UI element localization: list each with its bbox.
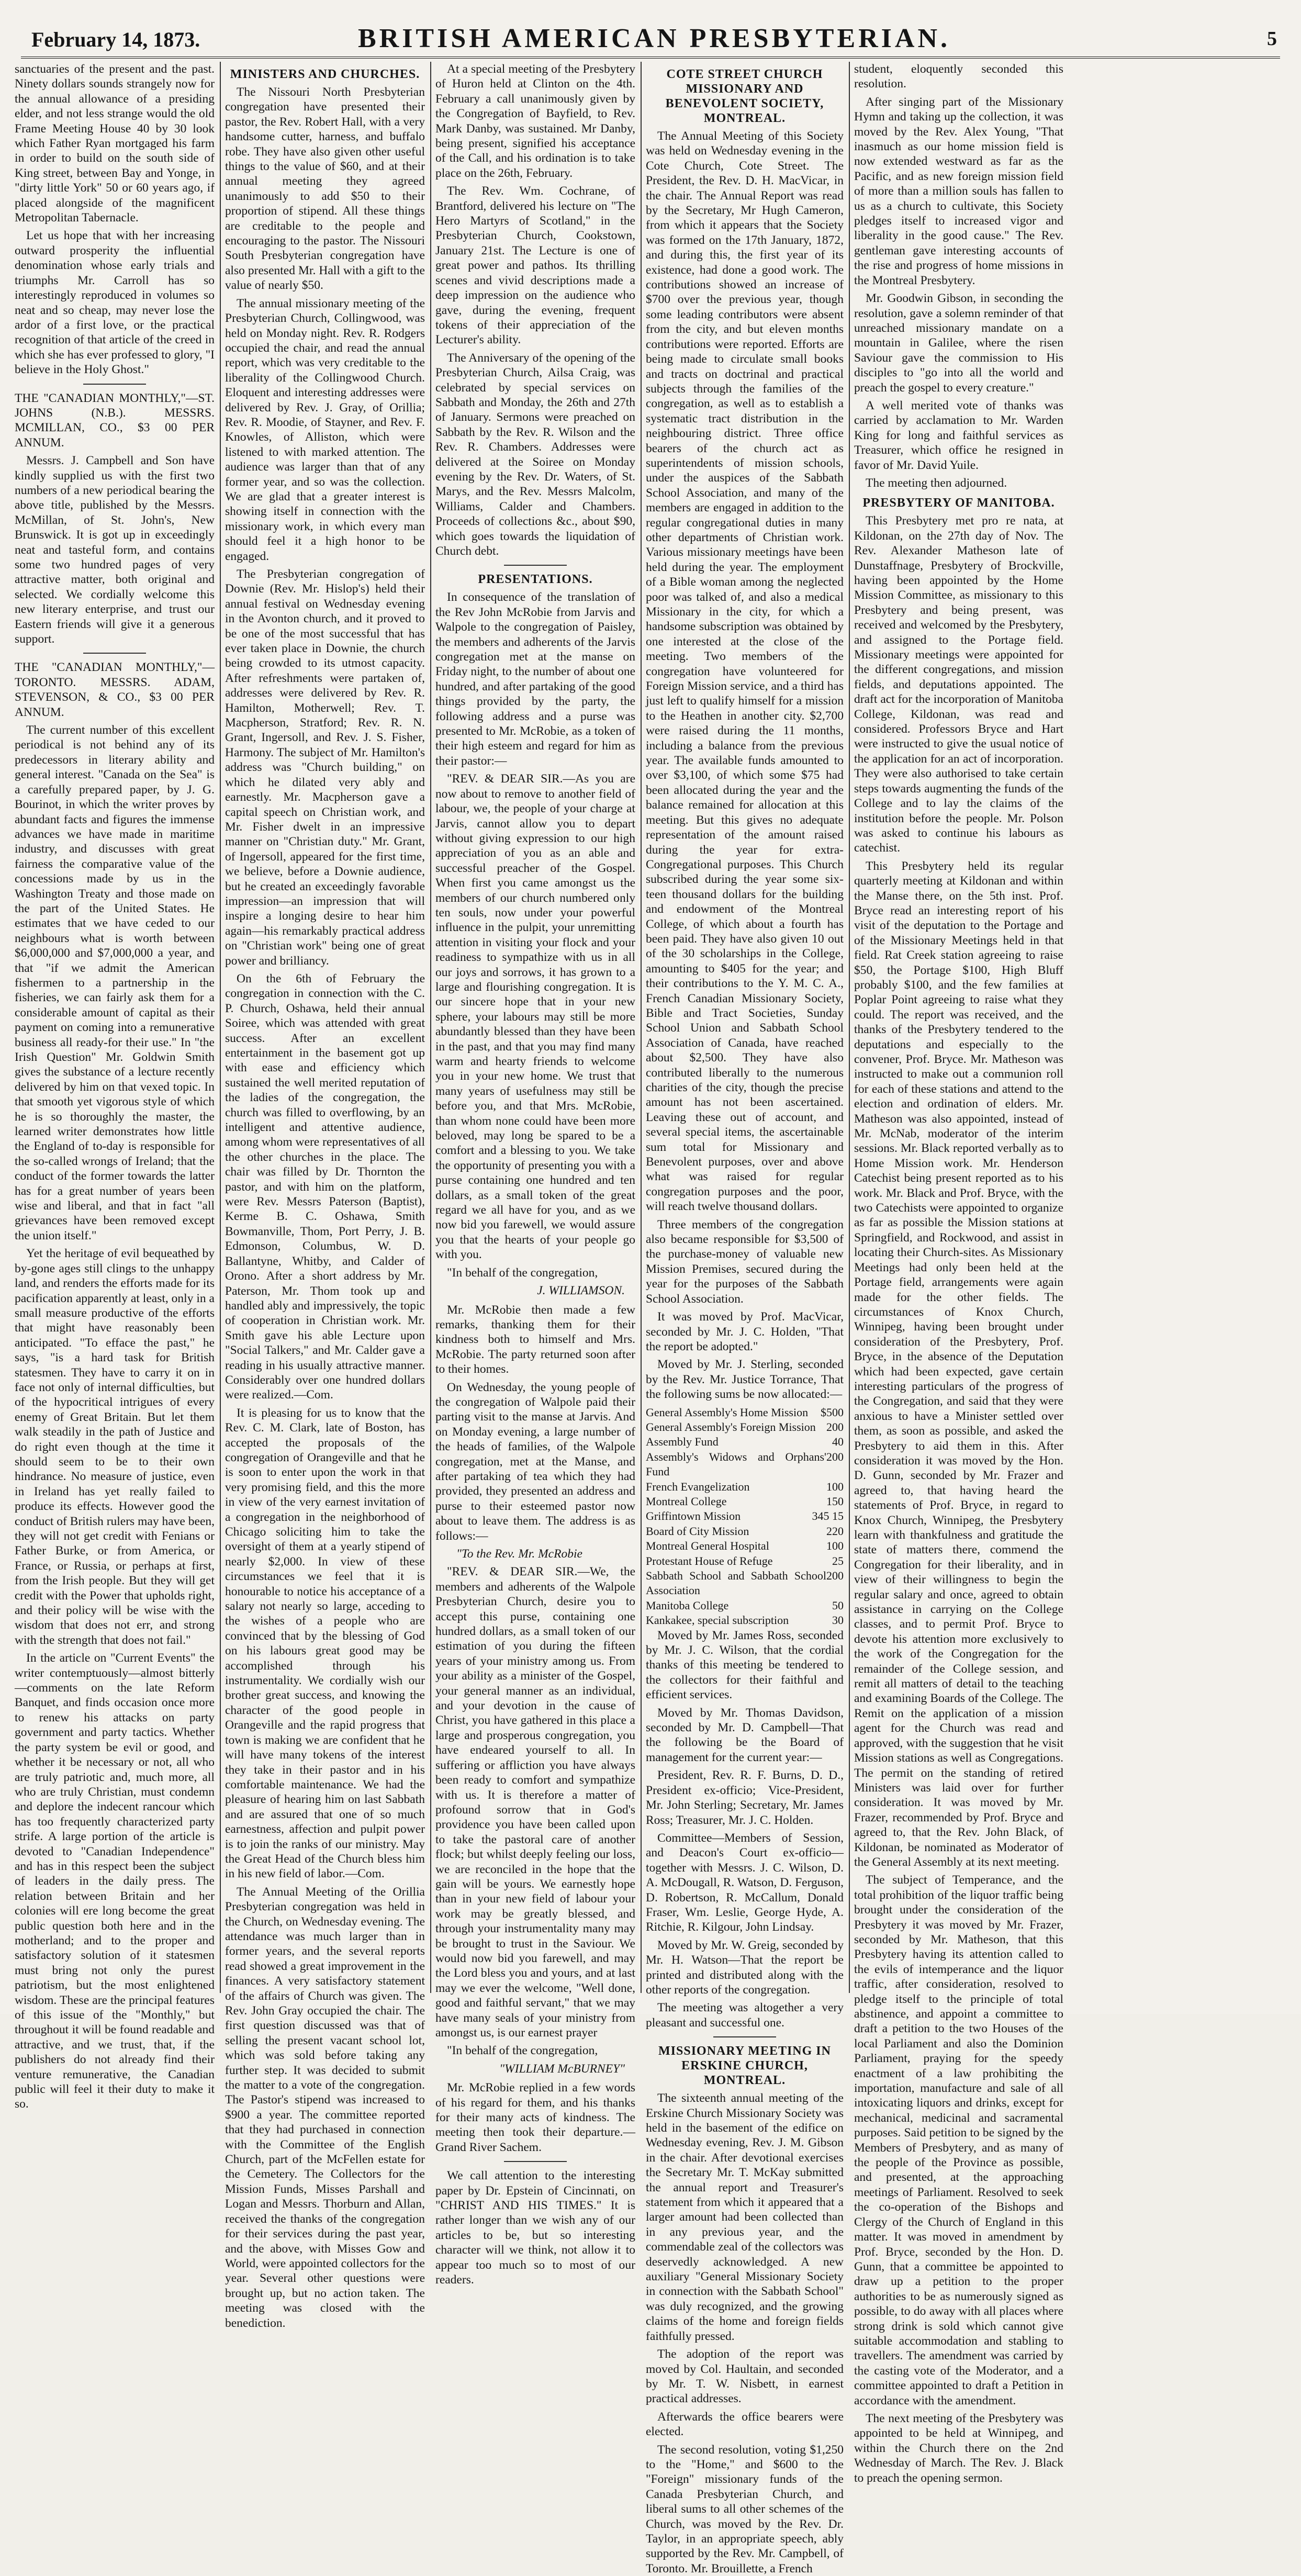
paragraph: The Presbyterian congregation of Downie (Rev. Mr. Hislop's) held their annual festival on Wednesday evening in the Avonton church, and it proved to be one of the most successful that has ever taken place in Downie, the church being crowded to its utmost capacity. After refreshments were partaken of, addresses were delivered by Rev. R. Hamilton, Motherwell; Rev. T. Macpherson, Stratford; Rev. R. N. Grant, Ingersoll, and Rev. J. S. Fisher, Harmony. The subject of Mr. Hamilton's address was "Church building," on which he dilated very ably and earnestly. Mr. Macpherson gave a capital speech on Christian work, and Mr. Fisher dwelt in an impressive manner on "Christian duty." Mr. Grant, of Ingersoll, appeared for the first time, we believe, before a Downie audience, but he created an exceedingly favorable impression—an impression that will inspire a longing desire to hear him again—his remarkably practical address on "Christian work" being one of great power and brilliancy.: [225, 567, 425, 968]
paragraph: Mr. McRobie then made a few remarks, thanking them for their kindness both to himself and Mrs. McRobie. The party returned soon after to their homes.: [435, 1303, 635, 1376]
column-5: [854, 62, 1063, 2485]
column-3: [435, 62, 635, 2287]
paragraph: The subject of Temperance, and the total prohibition of the liquor traffic being brought under the consideration of the Presbytery it was moved by Mr. Frazer, seconded by Mr. Matheson, that this Presbytery having its attention called to the evils of intemperance and the liquor traffic, after consideration, resolved to pledge itself to the principle of total abstinence, and appoint a committee to draft a petition to the two Houses of the local Parliament and also the Dominion Parliament, praying for the speedy enactment of a law prohibiting the importation, manufacture and sale of all intoxicating liquors and drinks, except for mechanical, medicinal and sacramental purposes. Said petition to be signed by the Members of Presbytery, and as many of the people of the Province as possible, and presented, at the approaching meetings of Parliament. Resolved to seek the co-operation of the Bishops and Clergy of the Church of England in this matter. It was moved in amendment by Prof. Bryce, seconded by the Hon. D. Gunn, that a committee be appointed to draw up a petition to the proper authorities to be as numerously signed as possible, to do away with all places where strong drink is sold which cannot give suitable accommodation and stabling to travellers. The amendment was carried by the casting vote of the Moderator, and a committee appointed to draft a Petition in accordance with the amendment.: [854, 1873, 1063, 2407]
paragraph: In consequence of the translation of the Rev John McRobie from Jarvis and Walpole to the congregation of Paisley, the members and adherents of the Jarvis congregation met at the manse on Friday night, to the number of about one hundred, and after partaking of the good things provided by the party, the following address and a purse was presented to Mr. McRobie, as a token of their high esteem and regard for him as their pastor:—: [435, 590, 635, 768]
newspaper-title: BRITISH AMERICAN PRESBYTERIAN.: [357, 24, 951, 53]
column-1: [15, 62, 215, 2111]
paragraph: The annual missionary meeting of the Presbyterian Church, Collingwood, was held on Monday night. Rev. R. Rodgers occupied the chair, and read the annual report, which was very creditable to the liberality of the Collingwood Church. Eloquent and interesting addresses were delivered by Rev. J. Gray, of Orillia; Rev. R. Moodie, of Stayner, and Rev. F. Knowles, of Alliston, which were listened to with marked attention. The audience was larger than that of any former year, and so was the collection. We are glad that a greater interest is showing itself in connection with the missionary work, in which every man should feel it a high honor to be engaged.: [225, 296, 425, 563]
paragraph: "In behalf of the congregation,: [447, 1265, 598, 1280]
paragraph: The meeting then adjourned.: [866, 476, 1007, 490]
list-item: Assembly's Widows and Orphans' Fund 200: [646, 1450, 844, 1479]
review-heading: THE "CANADIAN MONTHLY,"—ST. JOHNS (N.B.). MESSRS. MCMILLAN, CO., $3 00 PER ANNUM.: [15, 391, 215, 450]
paragraph: Committee—Members of Session, and Deacon's Court ex-officio—together with Messrs. J. C. Wilson, D. A. McDougall, R. Watson, D. Ferguson, D. Robertson, R. McCallum, Donald Fraser, Wm. Leslie, George Hyde, A. Ritchie, R. Kilgour, John Lindsay.: [646, 1831, 844, 1934]
column-separator: [430, 62, 431, 1993]
page-number: 5: [1267, 28, 1277, 50]
paragraph: Moved by Mr. Thomas Davidson, seconded by Mr. D. Campbell—That the following be the Board of management for the current year:—: [646, 1706, 844, 1764]
paragraph: "In behalf of the congregation,: [447, 2044, 598, 2058]
divider: [504, 2161, 567, 2162]
list-item: Kankakee, special subscription 30: [646, 1614, 844, 1627]
paragraph: student, eloquently seconded this resolution.: [854, 62, 1063, 91]
paragraph: This Presbytery met pro re nata, at Kildonan, on the 27th day of Nov. The Rev. Alexander Matheson late of Dunstaffnage, Presbytery of Brockville, having been appointed by the Home Mission Committee, as missionary to this Presbytery and being present, was received and welcomed by the Presbytery, and assigned to the Portage field. Missionary meetings were appointed for the different congregations, and mission fields, and deputations appointed. The draft act for the incorporation of Manitoba College, Kildonan, was read and considered. Professors Bryce and Hart were instructed to give the usual notice of the application for an act of incorporation. They were also authorised to take certain steps towards augmenting the funds of the College and to lay the claims of the institution before the people. Mr. Polson was asked to continue his labours as catechist.: [854, 514, 1063, 855]
paragraph: The Annual Meeting of this Society was held on Wednesday evening in the Cote Church, Cote Street. The President, the Rev. D. H. MacVicar, in the chair. The Annual Report was read by the Secretary, Mr Hugh Cameron, from which it appears that the Society was formed on the 17th January, 1872, and during this, the first year of its existence, had done a good work. The contributions showed an increase of $700 over the previous year, though some leading contributors were absent from the city, and but eleven months contributions were reported. Efforts are being made to circulate small books and tracts on doctrinal and practical subjects through the families of the congregation, as well as to establish a systematic tract distribution in the neighbouring district. Three office bearers of the church act as superintendents of mission schools, under the auspices of the Sabbath School Association, and many of the members are engaged in addition to the regular congregational duties in many other departments of Christian work. Various missionary meetings have been held during the year. The employment of a Bible woman among the neglected poor was talked of, and also a medical Missionary in the city, for which a handsome subscription was obtained by one interested at the close of the meeting. Two members of the congregation have volunteered for Foreign Mission service, and a third has just left to qualify himself for a mission to the Heathen in another city. $2,700 were raised during the 11 months, including a balance from the previous year. The available funds amounted to over $3,100, of which some $75 had been allocated during the year and the balance remained for allocation at this meeting. But this gives no adequate representation of the amount raised during the year for extra-Congregational purposes. This Church subscribed during the year some six-teen thousand dollars for the building and endowment of the Montreal College, of which about a fourth has been paid. They have also given 10 out of the 30 scholarships in the College, amounting to $405 for the year; and their contributions to the Y. M. C. A., French Canadian Missionary Society, Bible and Tract Societies, Sunday School Union and Sabbath School Association of Canada, have reached about $2,500. They have also contributed liberally to the numerous charities of the city, though the precise amount has not been ascertained. Leaving these out of account, and several special items, the ascertainable sum total for Missionary and Benevolent purposes, over and above what was raised for regular congregation purposes and the poor, will reach twelve thousand dollars.: [646, 129, 844, 1214]
paragraph: It is pleasing for us to know that the Rev. C. M. Clark, late of Boston, has accepted the proposals of the congregation of Orangeville and that he is soon to enter upon the work in that very promising field, and this the more in view of the very earnest invitation of a congregation in the neighborhood of Chicago soliciting him to take the oversight of them at a yearly stipend of nearly $2,000. In view of these circumstances we feel that it is honourable to notice his acceptance of a salary not nearly so large, acceding to the wishes of a people who are convinced that by the blessing of God on his labours great good may be accomplished through his instrumentality. We cordially wish our brother great success, and knowing the character of the good people in Orangeville and the rapid progress that town is making we are confident that he will have many tokens of the interest they take in their pastor and in his comfortable maintenance. We had the pleasure of hearing him on last Sabbath and are assured that one of so much earnestness, affection and pulpit power is to join the ranks of our ministry. May the Great Head of the Church bless him in his new field of labor.—Com.: [225, 1406, 425, 1881]
paragraph: Messrs. J. Campbell and Son have kindly supplied us with the first two numbers of a new periodical bearing the above title, published by the Messrs. McMillan, of St. John's, New Brunswick. It is got up in exceedingly neat and tasteful form, and contains some two hundred pages of very attractive matter, both original and selected. We cordially welcome this new literary enterprise, and trust our Eastern friends will give it a generous support.: [15, 454, 215, 646]
list-item: General Assembly's Home Mission $500: [646, 1405, 844, 1419]
divider: [504, 565, 567, 566]
list-item: Manitoba College 50: [646, 1598, 844, 1612]
list-item: French Evangelization 100: [646, 1480, 844, 1493]
paragraph: The adoption of the report was moved by Col. Haultain, and seconded by Mr. T. W. Nisbett, in earnest practical addresses.: [646, 2347, 844, 2406]
review-heading: THE "CANADIAN MONTHLY,"—TORONTO. MESSRS. ADAM, STEVENSON, & CO., $3 00 PER ANNUM.: [15, 660, 215, 719]
section-heading: MINISTERS AND CHURCHES.: [230, 68, 420, 81]
signature: J. WILLIAMSON.: [537, 1284, 625, 1298]
section-heading: COTE STREET CHURCH MISSIONARY AND BENEVOLENT SOCIETY, MONTREAL.: [665, 68, 824, 125]
paragraph: The sixteenth annual meeting of the Erskine Church Missionary Society was held in the basement of the edifice on Wednesday evening, Rev. J. M. Gibson in the chair. After devotional exercises the Secretary Mr. T. McKay submitted the annual report and Treasurer's statement from which it appeared that a larger amount had been collected than in any previous year, and the commendable zeal of the collectors was deservedly acknowledged. A new auxiliary "General Missionary Society in connection with the Sabbath School" was duly recognized, and the growing claims of the home and foreign fields faithfully pressed.: [646, 2091, 844, 2343]
paragraph: Let us hope that with her increasing outward prosperity the influential denomination whose early trials and triumphs Mr. Carroll has so interestingly reproduced in volumes so neat and so cheap, may never lose the ardor of a first love, or the practical recognition of that article of the creed in which she has ever professed to glory, "I believe in the Holy Ghost.": [15, 229, 215, 377]
masthead: [31, 22, 1277, 52]
paragraph: In the article on "Current Events" the writer contemptuously—almost bitterly—comments on the late Reform Banquet, and finds occasion once more to renew his attacks on party government and party tactics. Whether the party system be evil or good, and whether it be necessary or not, all who are truly patriotic and, much more, all who are truly Christian, must condemn and deplore the indecent rancour which has too frequently characterized party strife. A large portion of the article is devoted to "Canadian Independence" and has in this respect been the subject of leaders in the daily press. The relation between Britain and her colonies will ere long become the great public question both here and in the motherland; and to the proper and satisfactory solution of it statesmen must bring not only the purest patriotism, but the most enlightened wisdom. These are the principal features of this issue of the "Monthly," but throughout it will be found readable and attractive, and we trust, that, if the publishers do not already find their venture remunerative, the Canadian public will feel it their duty to make it so.: [15, 1651, 215, 2111]
list-item: Montreal General Hospital 100: [646, 1539, 844, 1553]
paragraph: Three members of the congregation also became responsible for $3,500 of the purchase-money of valuable new Mission Premises, secured during the year for the purposes of the Sabbath School Association.: [646, 1217, 844, 1306]
paragraph: The Anniversary of the opening of the Presbyterian Church, Ailsa Craig, was celebrated by special services on Sabbath and Monday, the 26th and 27th of January. Sermons were preached on Sabbath by the Rev. R. Wilson and the Rev. R. Chambers. Addresses were delivered at the Soiree on Monday evening by the Rev. Dr. Waters, of St. Marys, and the Rev. Messrs Malcolm, Williams, Calder and Chambers. Proceeds of collections &c., about $90, which goes towards the liquidation of Church debt.: [435, 351, 635, 558]
paragraph: The Rev. Wm. Cochrane, of Brantford, delivered his lecture on "The Hero Martyrs of Scotland," in the Presbyterian Church, Cookstown, January 21st. The Lecture is one of great power and pathos. Its thrilling scenes and vivid descriptions made a deep impression on the audience who gave, during the evening, frequent tokens of their appreciation of the Lecturer's ability.: [435, 184, 635, 347]
paragraph: The Annual Meeting of the Orillia Presbyterian congregation was held in the Church, on Wednesday evening. The attendance was much larger than in former years, and the several reports read showed a great improvement in the finances. A very satisfactory statement of the affairs of Church was given. The Rev. John Gray occupied the chair. The first question discussed was that of selling the present vacant school lot, which was sold before taking any further step. It was decided to submit the matter to a vote of the congregation. The Pastor's stipend was increased to $900 a year. The committee reported that they had purchased in connection with the Committee of the English Church, part of the McFellen estate for the Cemetery. The Collectors for the Mission Funds, Misses Parshall and Logan and Messrs. Thorburn and Allan, received the thanks of the congregation for their services during the past year, and the above, with Misses Gow and World, were appointed collectors for the year. Several other questions were brought up, but no action taken. The meeting was closed with the benediction.: [225, 1885, 425, 2330]
paragraph: The next meeting of the Presbytery was appointed to be held at Winnipeg, and within the Church there on the 2nd Wednesday of March. The Rev. J. Black to preach the opening sermon.: [854, 2411, 1063, 2485]
paragraph: It was moved by Prof. MacVicar, seconded by Mr. J. C. Holden, "That the report be adopted.": [646, 1310, 844, 1353]
column-4: [646, 62, 844, 2575]
paragraph: At a special meeting of the Presbytery of Huron held at Clinton on the 4th. February a call unanimously given by the Congregation of Bayfield, to Rev. Mark Danby, was sustained. Mr Danby, being present, signified his acceptance of the Call, and his ordination is to take place on the 26th, February.: [435, 62, 635, 180]
paragraph: A well merited vote of thanks was carried by acclamation to Mr. Warden King for long and faithful services as Treasurer, which office he resigned in favor of Mr. David Yuile.: [854, 398, 1063, 472]
paragraph: Yet the heritage of evil bequeathed by by-gone ages still clings to the unhappy land, and renders the efforts made for its pacification apparently at least, only in a small measure productive of the efforts that might have reasonably been anticipated. "To efface the past," he says, "is a hard task for British statesmen. They have to carry it on in face not only of internal difficulties, but of the hypocritical intrigues of every enemy of Great Britain. But let them walk steadily in the path of Justice and do right even though at the time it should seem to be to their own hindrance. No measure of justice, even in Ireland has yet really failed to produce its effects. However good the conduct of British rulers may have been, they will not get credit with Fenians or Father Burke, or from America, or France, or Russia, or perhaps at first, from the Irish people. But they will get credit with the Power that upholds right, and their policy will be wise with the wisdom that does not err, and strong with the strength that does not fail.": [15, 1247, 215, 1647]
paragraph: "REV. & DEAR SIR.—As you are now about to remove to another field of labour, we, the people of your charge at Jarvis, cannot allow you to depart without giving expression to our high appreciation of you as an able and successful preacher of the Gospel. When first you came amongst us the members of our church numbered only ten souls, now under your powerful influence in the pulpit, your unremitting attention in visiting your flock and your readiness to sympathize with us in all our joys and sorrows, it has grown to a large and flourishing congregation. It is our sincere hope that in your new sphere, your labours may still be more abundantly blessed than they have been in the past, and that you may find many warm and hearty friends to welcome you in your new home. We trust that many years of usefulness may still be before you, and that Mrs. McRobie, than whom none could have been more beloved, may long be spared to be a comfort and a blessing to you. We take the opportunity of presenting you with a purse containing one hundred and ten dollars, as a small token of the great regard we all have for you, and as we now bid you farewell, we would assure you that the hearts of your people go with you.: [435, 772, 635, 1262]
column-separator: [220, 62, 221, 1993]
list-item: Protestant House of Refuge 25: [646, 1554, 844, 1567]
signature: "WILLIAM McBURNEY": [499, 2062, 625, 2076]
paragraph: The meeting was altogether a very pleasant and successful one.: [646, 2001, 844, 2030]
list-item: Griffintown Mission 345 15: [646, 1509, 844, 1523]
list-item: General Assembly's Foreign Mission 200: [646, 1420, 844, 1433]
paragraph: The second resolution, voting $1,250 to the "Home," and $600 to the "Foreign" missionary funds of the Canada Presbyterian Church, and liberal sums to all other schemes of the Church, was moved by the Rev. Dr. Taylor, in an appropriate speech, ably supported by the Rev. Mr. Campbell, of Toronto. Mr. Brouillette, a French: [646, 2443, 844, 2575]
list-item: Assembly Fund 40: [646, 1435, 844, 1449]
paragraph: The Nissouri North Presbyterian congregation have presented their pastor, the Rev. Robert Hall, with a very handsome cutter, harness, and buffalo robe. They have also given other useful things to the value of $60, and at their annual meeting they agreed unanimously to add $50 to their proportion of stipend. All these things are creditable to the people and encouraging to the pastor. The Nissouri South Presbyterian congregation have also presented Mr. Hall with a gift to the value of nearly $50.: [225, 85, 425, 293]
paragraph: On the 6th of February the congregation in connection with the C. P. Church, Oshawa, held their annual Soiree, which was attended with great success. After an excellent entertainment in the basement got up with ease and efficiency which sustained the well merited reputation of the ladies of the congregation, the church was filled to overflowing, by an intelligent and attentive audience, among whom were representatives of all the other churches in the place. The chair was filled by Dr. Thornton the pastor, and with him on the platform, were Rev. Messrs Paterson (Baptist), Kerme B. C. Oshawa, Smith Bowmanville, Thom, Port Perry, J. B. Edmonson, Columbus, W. D. Ballantyne, Whitby, and Calder of Orono. After a short address by Mr. Paterson, Mr. Thom took up and handled ably and impressively, the topic of cooperation in Christian work. Mr. Smith gave his able Lecture upon "Social Talkers," and Mr. Calder gave a reading in his usually attractive manner. Considerably over one hundred dollars were realized.—Com.: [225, 971, 425, 1402]
paragraph: We call attention to the interesting paper by Dr. Epstein of Cincinnati, on "CHRIST AND HIS TIMES." It is rather longer than we wish any of our articles to be, but so interesting character will we think, not allow it to appear too much so to most of our readers.: [435, 2169, 635, 2287]
divider: [83, 653, 146, 654]
section-heading: MISSIONARY MEETING IN ERSKINE CHURCH, MONTREAL.: [658, 2044, 831, 2088]
column-separator: [641, 62, 642, 1993]
paragraph: Mr. Goodwin Gibson, in seconding the resolution, gave a solemn reminder of that unreached missionary mandate on a mountain in Galilee, where the risen Saviour gave the commission to His disciples to "go into all the world and preach the gospel to every creature.": [854, 292, 1063, 395]
column-separator: [849, 62, 850, 1993]
paragraph: Afterwards the office bearers were elected.: [646, 2410, 844, 2439]
paragraph: sanctuaries of the present and the past. Ninety dollars sounds strangely now for the annual allowance of a presiding elder, and not less strange would the old Frame Meeting House 40 by 30 look which Father Ryan mortgaged his farm in order to build on the south side of King street, between Bay and Yonge, in "dirty little York" 50 or 60 years ago, if placed alongside of the magnificent Metropolitan Tabernacle.: [15, 62, 215, 225]
list-item: Board of City Mission 220: [646, 1524, 844, 1538]
paragraph: President, Rev. R. F. Burns, D. D., President ex-officio; Vice-President, Mr. John Sterling; Secretary, Mr. James Ross; Treasurer, Mr. J. C. Holden.: [646, 1768, 844, 1827]
column-2: [225, 62, 425, 2330]
issue-date: February 14, 1873.: [31, 28, 200, 51]
section-heading: PRESENTATIONS.: [478, 573, 593, 587]
paragraph: Moved by Mr. W. Greig, seconded by Mr. H. Watson—That the report be printed and distributed along with the other reports of the congregation.: [646, 1938, 844, 1997]
divider: [713, 2036, 776, 2037]
masthead-rule: [21, 57, 1280, 59]
list-item: Sabbath School and Sabbath School Association 200: [646, 1569, 844, 1597]
list-item: Montreal College 150: [646, 1494, 844, 1508]
paragraph: This Presbytery held its regular quarterly meeting at Kildonan and within the Manse there, on the 5th inst. Prof. Bryce read an interesting report of his visit of the deputation to the Portage and of the Missionary Meetings held in that field. Rat Creek station agreeing to raise $50, the Portage $100, High Bluff probably $100, and the few families at Poplar Point agreeing to raise what they could. The report was received, and the thanks of the Presbytery tendered to the deputations and especially to the convener, Prof. Bryce. Mr. Matheson was instructed to make out a communion roll for each of these stations and attend to the election and ordination of elders. Mr. Matheson was also appointed, instead of Mr. McNab, moderator of the interim sessions. Mr. Black reported verbally as to Home Mission work. Mr. Henderson Catechist being present reported as to his work. Mr. Black and Prof. Bryce, with the two Catechists were appointed to organize as far as possible the Mission stations at Springfield, and Rockwood, and assist in locating their Church-sites. As Missionary Meetings had only been held at the Portage field, arrangements were again made for the other fields. The circumstances of Knox Church, Winnipeg, having been brought under consideration of the Presbytery, Prof. Bryce, in the absence of the Deputation which had been expected, gave certain interesting particulars of the progress of the Congregation, and said that they were anxious to have a Minister settled over them, as soon as possible, and asked the Presbytery to aid them in this. After consideration it was moved by the Hon. D. Gunn, seconded by Mr. Frazer and agreed to, that having heard the statements of Prof. Bryce, in regard to Knox Church, Winnipeg, the Presbytery learn with thankfulness and gratitude the state of matters there, commend the Congregation for their liberality, and in view of their willingness to begin the regular salary and once, agreed to obtain assistance in carrying on the College classes, and to permit Prof. Bryce to devote his attention more exclusively to the work of the Congregation for the remainder of the College session, and remit all matters of detail to the teaching and examining Boards of the College. The Remit on the application of a mission agent for the Church was read and approved, with the suggestion that he visit Mission stations as well as Congregations. The permit on the standing of retired Ministers was laid over for further consideration. It was moved by Mr. Frazer, recommended by Prof. Bryce and agreed to, that the Rev. John Black, of Kildonan, be nominated as Moderator of the General Assembly at its next meeting.: [854, 859, 1063, 1869]
paragraph: "REV. & DEAR SIR.—We, the members and adherents of the Walpole Presbyterian Church, desire you to accept this purse, containing one hundred dollars, as a small token of our estimation of you during the fifteen years of your ministry among us. From your ability as a minister of the Gospel, your general manner as an individual, and your devotion in the cause of Christ, you have gathered in this place a large and prosperous congregation, you have endeared yourself to all. In suffering or affliction you have always been ready to comfort and sympathize with us. It is therefore a matter of profound sorrow that in God's providence you have been called upon to take the pastoral care of another flock; but whilst deeply feeling our loss, we are reconciled in the hope that the gain will be yours. We earnestly hope than in your new field of labour your work may be greatly blessed, and through your instrumentality many may be brought to trust in the Saviour. We would now bid you farewell, and may the Lord bless you and yours, and at last may we ever the welcome, "Well done, good and faithful servant," that we may have many seals of your ministry from amongst us, is our earnest prayer: [435, 1565, 635, 2040]
allocation-list: [646, 1405, 844, 1628]
paragraph: On Wednesday, the young people of the congregation of Walpole paid their parting visit to the manse at Jarvis. And on Monday evening, a large number of the heads of families, of the Walpole congregation, met at the Manse, and after partaking of tea which they had provided, they presented an address and purse to their esteemed pastor now about to leave them. The address is as follows:—: [435, 1380, 635, 1543]
section-heading: PRESBYTERY OF MANITOBA.: [862, 496, 1055, 510]
paragraph: Mr. McRobie replied in a few words of his regard for them, and his thanks for their many acts of kindness. The meeting then took their departure.—Grand River Sachem.: [435, 2081, 635, 2154]
paragraph: The current number of this excellent periodical is not behind any of its predecessors in literary ability and general interest. "Canada on the Sea" is a carefully prepared paper, by J. G. Bourinot, in which the writer proves by abundant facts and figures the immense advances we have made in maritime industry, and discusses with great fairness the comparative value of the concessions made by us in the Washington Treaty and those made on the part of the United States. He estimates that we have ceded to our neighbours what is worth between $6,000,000 and $7,000,000 a year, and that "if we admit the American fishermen to a partnership in the fisheries, we can fairly ask them for a considerable amount of capital as their payment on coming into a remunerative business all ready-for their use." In "the Irish Question" Mr. Goldwin Smith gives the substance of a lecture recently delivered by him on that vexed topic. In that smooth yet vigorous style of which he is so thoroughly the master, the learned writer demonstrates how little the England of to-day is responsible for the so-called wrongs of Ireland; that the conduct of the former towards the latter has for a great number of years been wise and liberal, and that in fact "all grievances have been removed except the union itself.": [15, 723, 215, 1242]
divider: [83, 384, 146, 385]
paragraph: After singing part of the Missionary Hymn and taking up the collection, it was moved by the Rev. Alex Young, "That inasmuch as our home mission field is now extended westward as far as the Pacific, and as new foreign mission field of more than a million souls has fallen to us as a church to cultivate, this Society pledges itself to increased vigor and liberality in the good cause." The Rev. gentleman gave interesting accounts of the rise and progress of home missions in the Montreal Presbytery.: [854, 95, 1063, 287]
paragraph: Moved by Mr. James Ross, seconded by Mr. J. C. Wilson, that the cordial thanks of this meeting be tendered to the collectors for their faithful and efficient services.: [646, 1628, 844, 1702]
paragraph: Moved by Mr. J. Sterling, seconded by the Rev. Mr. Justice Torrance, That the following sums be now allocated:—: [646, 1358, 844, 1402]
salutation: "To the Rev. Mr. McRobie: [456, 1547, 582, 1561]
